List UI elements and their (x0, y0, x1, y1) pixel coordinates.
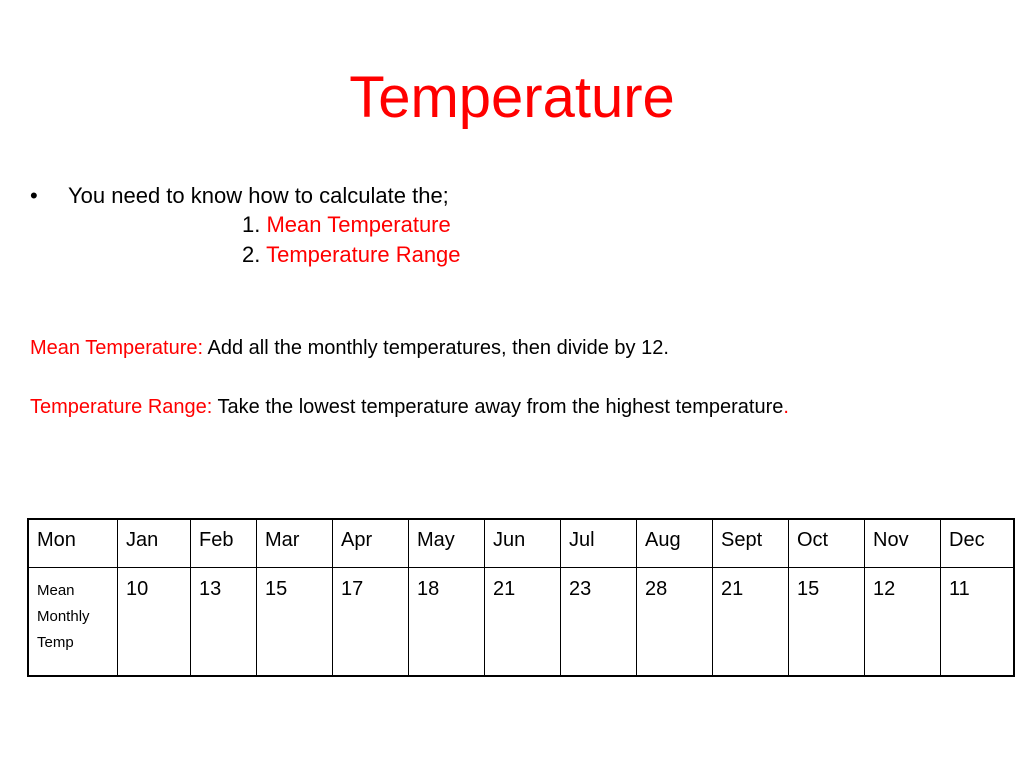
item-label: Mean Temperature (266, 212, 451, 237)
table-header-row (28, 519, 1014, 568)
value-cell: 13 (191, 568, 257, 677)
value-cell: 28 (637, 568, 713, 677)
header-cell-month: Jan (118, 519, 191, 568)
value-cell: 15 (789, 568, 865, 677)
header-cell-month: Oct (789, 519, 865, 568)
header-cell-month: Jul (561, 519, 637, 568)
value-cell: 10 (118, 568, 191, 677)
header-cell-month: Jun (485, 519, 561, 568)
value-cell: 12 (865, 568, 941, 677)
value-cell: 11 (941, 568, 1015, 677)
header-cell-month: Apr (333, 519, 409, 568)
header-cell-month: Feb (191, 519, 257, 568)
definition-period: . (783, 396, 789, 418)
header-cell-month: Dec (941, 519, 1015, 568)
monthly-temperature-table (27, 518, 1015, 677)
header-cell-month: Sept (713, 519, 789, 568)
bullet-text: You need to know how to calculate the; (68, 183, 449, 208)
definition-text: Add all the monthly temperatures, then divide by 12. (207, 337, 669, 359)
row-label-mean-monthly-temp: Mean Monthly Temp (28, 568, 118, 677)
value-cell: 23 (561, 568, 637, 677)
definition-label: Mean Temperature: (30, 337, 204, 359)
value-cell: 17 (333, 568, 409, 677)
slide-title: Temperature (349, 65, 675, 130)
value-cell: 21 (713, 568, 789, 677)
header-cell-month: May (409, 519, 485, 568)
definition-text: Take the lowest temperature away from the highest temperature (217, 396, 784, 418)
header-cell-mon: Mon (28, 519, 118, 568)
header-cell-month: Aug (637, 519, 713, 568)
table-values-row (28, 568, 1014, 677)
item-label: Temperature Range (266, 242, 461, 267)
item-number: 2. (242, 242, 261, 267)
header-cell-month: Mar (257, 519, 333, 568)
mean-temperature-definition (30, 335, 669, 361)
definition-label: Temperature Range: (30, 396, 213, 418)
value-cell: 21 (485, 568, 561, 677)
header-cell-month: Nov (865, 519, 941, 568)
numbered-item-mean (242, 211, 451, 239)
value-cell: 18 (409, 568, 485, 677)
numbered-item-range (242, 241, 461, 269)
item-number: 1. (242, 212, 261, 237)
temperature-range-definition (30, 394, 789, 420)
value-cell: 15 (257, 568, 333, 677)
bullet-icon: • (30, 183, 38, 208)
